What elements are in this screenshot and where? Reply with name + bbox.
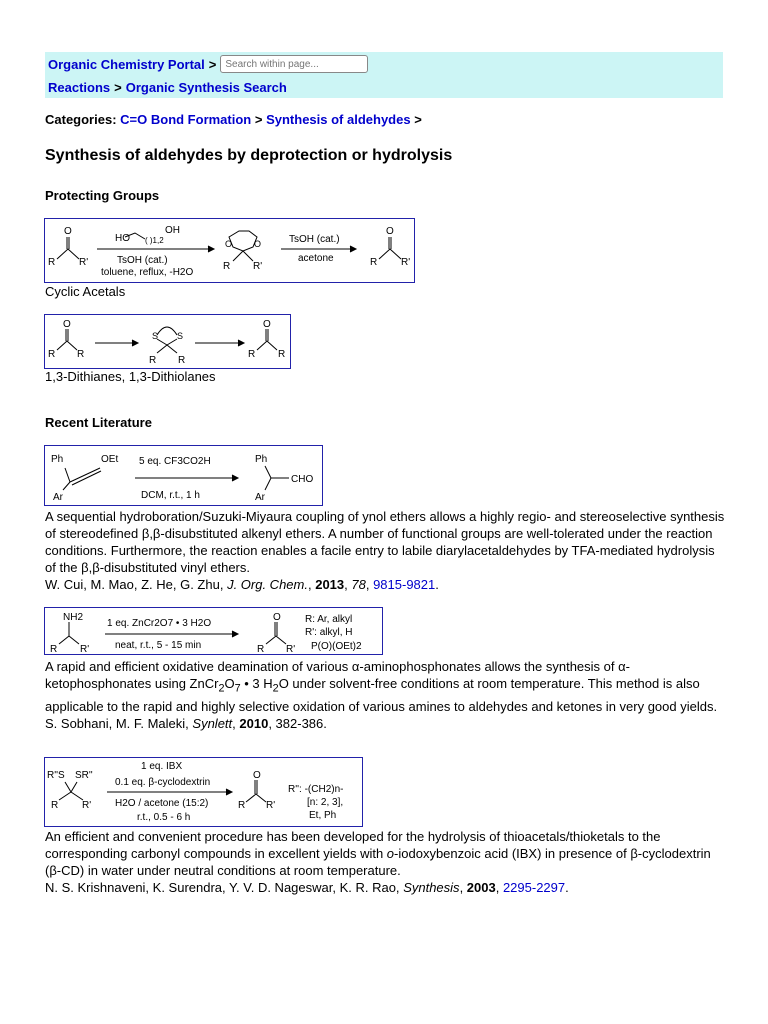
lit3-drawing: [45, 758, 364, 828]
lit1-product-cho: CHO: [291, 474, 314, 485]
lit2-def-rprime: R': alkyl, H: [305, 627, 353, 638]
lit1-conditions: DCM, r.t., 1 h: [141, 490, 200, 501]
product-o: O: [386, 226, 394, 237]
lit3-scheme[interactable]: [44, 757, 363, 827]
breadcrumb-row-1: [48, 54, 368, 74]
r-label: R: [48, 349, 56, 360]
carbonyl-o: O: [64, 226, 72, 237]
deprotection-catalyst: TsOH (cat.): [289, 234, 340, 245]
lit1-pages-link[interactable]: 9815-9821: [373, 577, 436, 592]
rprime-label: R': [79, 257, 89, 268]
lit3-journal: Synthesis: [403, 880, 460, 895]
lit2-sub: 2: [272, 682, 279, 695]
lit1-product-ar: Ar: [255, 492, 265, 503]
acetal-o-left: O: [225, 239, 233, 249]
cyclic-acetals-scheme[interactable]: [44, 218, 415, 283]
acetalization-catalyst: TsOH (cat.): [117, 255, 168, 266]
lit1-volume: 78: [351, 577, 366, 592]
category-separator: >: [254, 112, 263, 127]
lit2-def-phosphonate: P(O)(OEt)2: [311, 641, 362, 652]
dithianes-caption: 1,3-Dithianes, 1,3-Dithiolanes: [45, 369, 216, 384]
product-r: R: [370, 257, 378, 268]
r-label: R: [77, 349, 85, 360]
sulfur-right: S: [177, 331, 184, 341]
lit3-def-r2: [n: 2, 3],: [307, 797, 344, 808]
lit1-ar: Ar: [53, 492, 63, 503]
lit1-reagent: 5 eq. CF3CO2H: [139, 456, 211, 467]
breadcrumb-separator: >: [114, 79, 122, 95]
lit3-product-r: R: [238, 800, 246, 811]
lit1-drawing: [45, 446, 324, 507]
lit3-year: 2003: [466, 880, 496, 895]
lit2-nh2: NH2: [63, 612, 84, 623]
lit2-drawing: [45, 608, 384, 656]
lit2-product-o: O: [273, 612, 281, 623]
cyclic-acetals-drawing: [45, 219, 416, 284]
diol-n: ( )1,2: [145, 236, 164, 245]
categories-label: Categories:: [45, 112, 117, 127]
lit2-conditions: neat, r.t., 5 - 15 min: [115, 640, 202, 651]
lit3-def-r3: Et, Ph: [309, 810, 337, 821]
lit1-journal: J. Org. Chem.: [227, 577, 308, 592]
category-link-aldehydes[interactable]: Synthesis of aldehydes: [266, 112, 411, 127]
lit1-product-ph: Ph: [255, 454, 268, 465]
lit1-ph: Ph: [51, 454, 64, 465]
reactions-link[interactable]: Reactions: [48, 79, 111, 95]
lit1-citation: W. Cui, M. Mao, Z. He, G. Zhu, J. Org. Chem., 2013, 78, 9815-9821.: [45, 577, 439, 592]
lit1-authors: W. Cui, M. Mao, Z. He, G. Zhu,: [45, 577, 224, 592]
lit1-text: A sequential hydroboration/Suzuki-Miyaura coupling of ynol ethers allows a highly regio- and stereoselective synthesis of stereodefined β,β-disubstituted alkenyl ethers. A number of functional groups are well-tolerated under the reaction conditions. Furthermore, the reaction enables a facile entry to labile diarylacetaldehydes by TFA-mediated hydrolysis of the β,β-disubstituted vinyl ethers.: [45, 509, 725, 575]
lit3-rprime: R': [82, 800, 92, 811]
lit2-product-rprime: R': [286, 644, 296, 655]
lit3-reagent-ibx: 1 eq. IBX: [141, 761, 183, 772]
lit2-sub: 2: [218, 682, 225, 695]
lit2-sub: 7: [234, 682, 241, 695]
category-separator: >: [414, 112, 422, 127]
lit3-reagent-cd: 0.1 eq. β-cyclodextrin: [115, 777, 211, 788]
lit2-citation: S. Sobhani, M. F. Maleki, Synlett, 2010, 382-386.: [45, 715, 327, 731]
lit1-year: 2013: [315, 577, 345, 592]
breadcrumb-bar: [45, 52, 723, 98]
lit3-citation: N. S. Krishnaveni, K. Surendra, Y. V. D. Nageswar, K. R. Rao, Synthesis, 2003, 2295-2297.: [45, 880, 569, 895]
page-title: Synthesis of aldehydes by deprotection or hydrolysis: [45, 147, 453, 164]
lit2-reagent: 1 eq. ZnCr2O7 • 3 H2O: [107, 618, 212, 629]
sulfur-left: S: [152, 331, 159, 341]
lit3-pages-link[interactable]: 2295-2297: [502, 880, 566, 895]
lit3-ortho: o: [386, 846, 395, 861]
dithiane-r: R: [178, 355, 186, 366]
search-input[interactable]: [220, 55, 368, 73]
deprotection-solvent: acetone: [298, 253, 334, 264]
lit2-text-a: A rapid and efficient oxidative deamination of various α-aminophosphonates allows the synthesis of α-ketophosphonates using ZnCr: [45, 659, 630, 691]
product-r: R: [248, 349, 256, 360]
breadcrumb-separator: >: [208, 56, 217, 72]
lit3-authors: N. S. Krishnaveni, K. Surendra, Y. V. D. Nageswar, K. R. Rao,: [45, 880, 400, 895]
diol-oh: OH: [165, 225, 180, 236]
lit1-abstract: [45, 508, 725, 593]
lit3-text-b: -iodoxybenzoic acid (IBX) in presence of β-cyclodextrin (β-CD) in water under neutral conditions at room temperature.: [45, 846, 711, 878]
lit3-product-o: O: [253, 770, 261, 781]
lit3-r: R: [51, 800, 59, 811]
product-r: R: [278, 349, 286, 360]
lit2-text-c: O: [224, 676, 235, 691]
product-rprime: R': [401, 257, 411, 268]
dithianes-drawing: [45, 315, 292, 370]
section-heading-protecting-groups: Protecting Groups: [45, 188, 160, 203]
lit2-text-e: • 3 H: [240, 676, 273, 691]
lit3-def-r1: R'': -(CH2)n-: [288, 784, 344, 795]
lit2-year: 2010: [239, 715, 269, 731]
lit1-oet: OEt: [101, 454, 119, 465]
acetal-o-right: O: [254, 239, 262, 249]
lit3-conditions: r.t., 0.5 - 6 h: [137, 812, 191, 823]
lit3-rs: R''S: [47, 770, 65, 781]
category-link-co-bond[interactable]: C=O Bond Formation: [120, 112, 252, 127]
lit2-def-r: R: Ar, alkyl: [305, 614, 353, 625]
lit2-pages: 382-386.: [275, 715, 327, 731]
lit3-solvent: H2O / acetone (15:2): [115, 798, 209, 809]
lit2-product-r: R: [257, 644, 265, 655]
lit2-journal: Synlett: [192, 715, 233, 731]
lit2-text-g: O under solvent-free conditions at room temperature. This method is also applicable to the rapid and highly selective oxidation of various amines to aldehydes and ketones in very good yields.: [45, 676, 718, 714]
lit3-sr: SR'': [75, 770, 93, 781]
r-label: R: [48, 257, 56, 268]
dithianes-scheme[interactable]: [44, 314, 291, 369]
lit2-rprime: R': [80, 644, 90, 655]
portal-link[interactable]: Organic Chemistry Portal: [48, 56, 205, 72]
lit2-authors: S. Sobhani, M. F. Maleki,: [45, 715, 189, 731]
lit3-text-a: An efficient and convenient procedure has been developed for the hydrolysis of thioacetals/thioketals to the corresponding carbonyl compounds in excellent yields with: [45, 829, 661, 861]
breadcrumb-row-2: [48, 78, 287, 96]
acetal-r: R: [223, 261, 231, 272]
carbonyl-o: O: [63, 319, 71, 330]
lit1-scheme[interactable]: [44, 445, 323, 506]
categories-line: [45, 112, 422, 127]
lit2-abstract: [45, 658, 725, 732]
lit2-scheme[interactable]: [44, 607, 383, 655]
acetalization-conditions: toluene, reflux, -H2O: [101, 267, 194, 278]
lit3-abstract: [45, 828, 725, 896]
lit2-r: R: [50, 644, 58, 655]
section-heading-recent-literature: Recent Literature: [45, 415, 152, 430]
product-o: O: [263, 319, 271, 330]
lit3-product-rprime: R': [266, 800, 276, 811]
dithiane-r: R: [149, 355, 157, 366]
acetal-rprime: R': [253, 261, 263, 272]
synthesis-search-link[interactable]: Organic Synthesis Search: [125, 79, 287, 95]
cyclic-acetals-caption: Cyclic Acetals: [45, 284, 126, 299]
diol-ho: HO: [115, 233, 130, 244]
